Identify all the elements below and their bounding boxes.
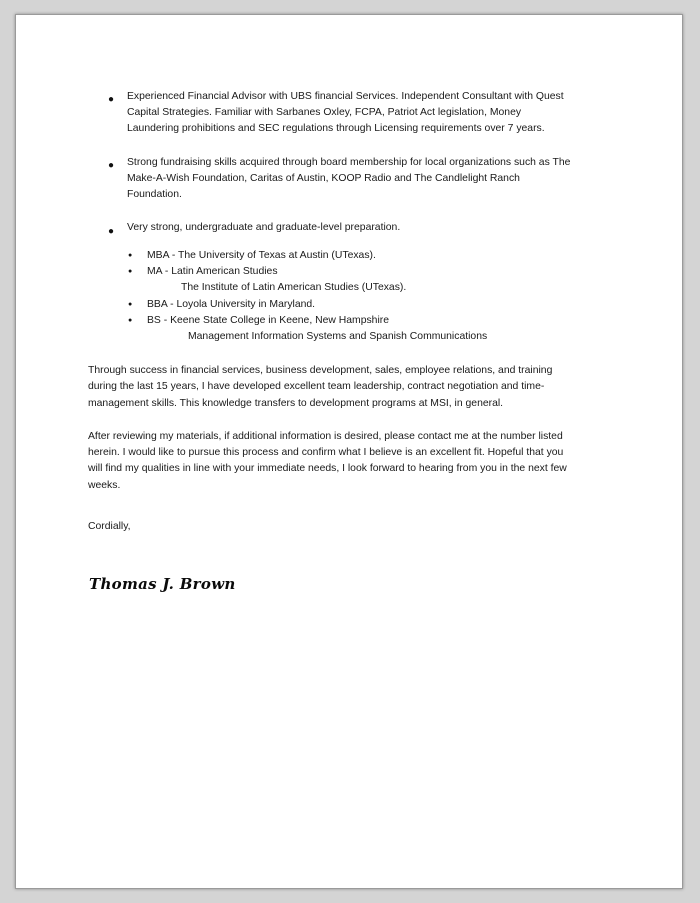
sub-bullet-dot: ● bbox=[128, 317, 133, 324]
paragraph-2-line-3: will find my qualities in line with your immediate needs, I look forward to hearing from you in the next few bbox=[88, 463, 567, 474]
education-bs-detail: Management Information Systems and Spanish Communications bbox=[188, 331, 488, 342]
closing: Cordially, bbox=[88, 521, 131, 532]
bullet-dot: ● bbox=[108, 226, 115, 237]
bullet-3-line-1: Very strong, undergraduate and graduate-level preparation. bbox=[127, 222, 401, 233]
paragraph-2-line-1: After reviewing my materials, if additional information is desired, please contact me at the number listed bbox=[88, 431, 563, 442]
bullet-2-line-1: Strong fundraising skills acquired through board membership for local organizations such as The bbox=[127, 157, 571, 168]
signature: Thomas J. Brown bbox=[89, 575, 236, 593]
bullet-dot: ● bbox=[108, 160, 115, 171]
sub-bullet-dot: ● bbox=[128, 268, 133, 275]
bullet-dot: ● bbox=[108, 94, 115, 105]
paragraph-2-line-2: herein. I would like to pursue this process and confirm what I believe is an excellent fit. Hopeful that you bbox=[88, 447, 564, 458]
education-bs: BS - Keene State College in Keene, New Hampshire bbox=[147, 315, 390, 326]
paragraph-1-line-1: Through success in financial services, business development, sales, employee relations, and training bbox=[88, 365, 553, 376]
letter-page bbox=[15, 14, 683, 889]
paragraph-1-line-2: during the last 15 years, I have developed excellent team leadership, contract negotiation and time- bbox=[88, 381, 545, 392]
education-ma: MA - Latin American Studies bbox=[147, 266, 278, 277]
education-bba: BBA - Loyola University in Maryland. bbox=[147, 299, 316, 310]
sub-bullet-dot: ● bbox=[128, 252, 133, 259]
bullet-1-line-2: Capital Strategies. Familiar with Sarbanes Oxley, FCPA, Patriot Act legislation, Money bbox=[127, 107, 522, 118]
bullet-1-line-1: Experienced Financial Advisor with UBS financial Services. Independent Consultant with Quest bbox=[127, 91, 564, 102]
paragraph-1-line-3: management skills. This knowledge transfers to development programs at MSI, in general. bbox=[88, 398, 504, 409]
education-mba: MBA - The University of Texas at Austin (UTexas). bbox=[147, 250, 376, 261]
bullet-2-line-2: Make-A-Wish Foundation, Caritas of Austin, KOOP Radio and The Candlelight Ranch bbox=[127, 173, 520, 184]
sub-bullet-dot: ● bbox=[128, 301, 133, 308]
education-ma-detail: The Institute of Latin American Studies (UTexas). bbox=[181, 282, 407, 293]
bullet-2-line-3: Foundation. bbox=[127, 189, 182, 200]
paragraph-2-line-4: weeks. bbox=[88, 480, 121, 491]
bullet-1-line-3: Laundering prohibitions and SEC regulations through Licensing requirements over 7 years. bbox=[127, 123, 545, 134]
